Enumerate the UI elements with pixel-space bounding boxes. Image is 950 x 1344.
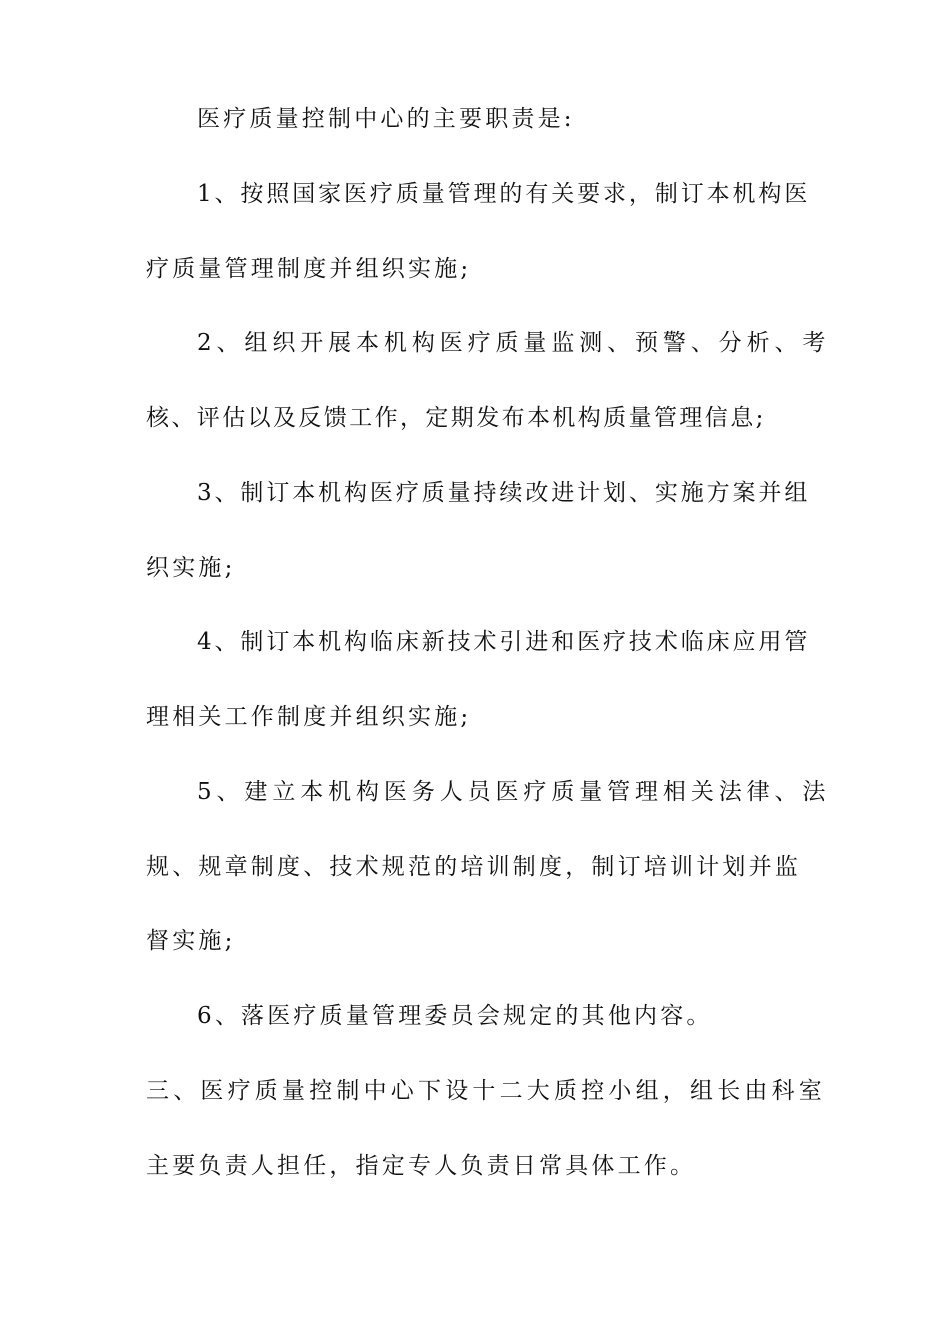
- duty-3-line-1: 3、制订本机构医疗质量持续改进计划、实施方案并组: [197, 480, 811, 506]
- duty-6-line-1: 6、落医疗质量管理委员会规定的其他内容。: [197, 1003, 713, 1029]
- duty-2-line-1: 2、组织开展本机构医疗质量监测、预警、分析、考: [197, 330, 831, 356]
- duty-4-line-1: 4、制订本机构临床新技术引进和医疗技术临床应用管: [197, 629, 811, 655]
- section-three-line-1: 三、医疗质量控制中心下设十二大质控小组，组长由科室: [146, 1078, 826, 1104]
- duty-2-line-2: 核、评估以及反馈工作，定期发布本机构质量管理信息;: [146, 405, 766, 431]
- duty-5-line-2: 规、规章制度、技术规范的培训制度，制订培训计划并监: [146, 854, 801, 880]
- duties-heading: 医疗质量控制中心的主要职责是:: [197, 106, 575, 132]
- section-three-line-2: 主要负责人担任，指定专人负责日常具体工作。: [146, 1153, 697, 1179]
- duty-5-line-3: 督实施;: [146, 928, 236, 954]
- duty-5-line-1: 5、建立本机构医务人员医疗质量管理相关法律、法: [197, 779, 831, 805]
- duty-1-line-2: 疗质量管理制度并组织实施;: [146, 256, 472, 282]
- duty-4-line-2: 理相关工作制度并组织实施;: [146, 704, 472, 730]
- duty-1-line-1: 1、按照国家医疗质量管理的有关要求，制订本机构医: [197, 181, 811, 207]
- duty-3-line-2: 织实施;: [146, 555, 236, 581]
